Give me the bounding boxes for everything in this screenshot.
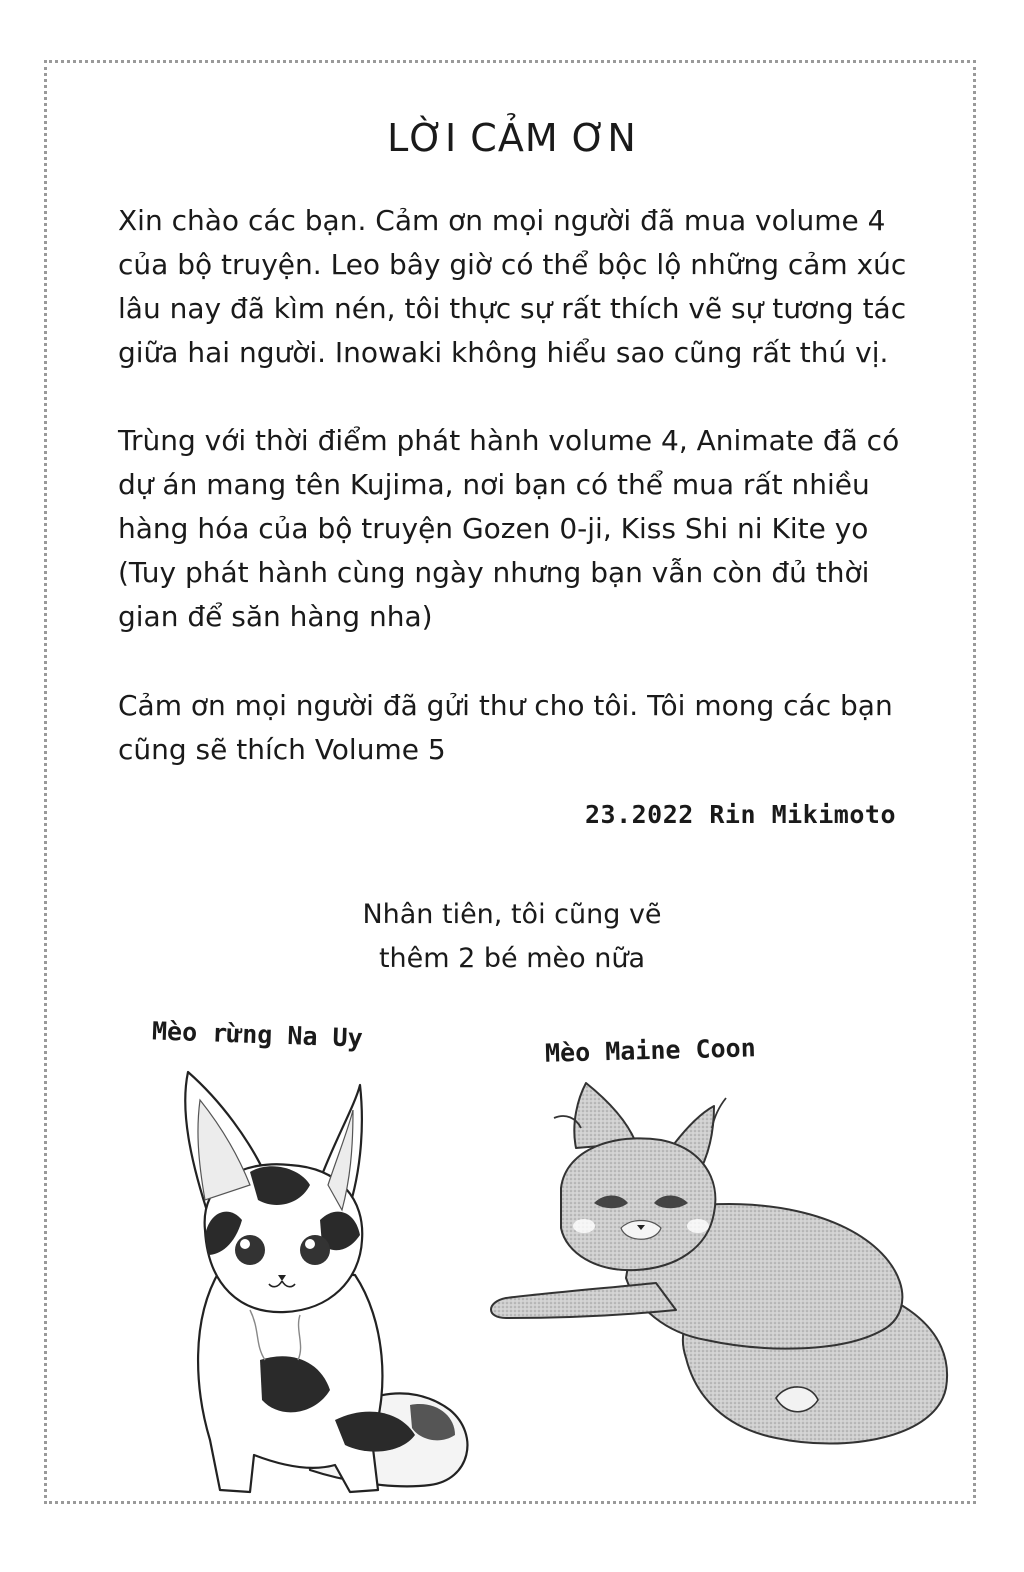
norwegian-forest-cat-label: Mèo rừng Na Uy <box>151 1016 364 1053</box>
paragraph-merchandise: Trùng với thời điểm phát hành volume 4, Animate đã có dự án mang tên Kujima, nơi bạn có thể mua rất nhiều hàng hóa của bộ truyện Gozen 0-ji, Kiss Shi ni Kite yo (Tuy phát hành cùng ngày nhưng bạn vẫn còn đủ thời gian để săn hàng nha) <box>118 424 900 633</box>
maine-coon-cat-label: Mèo Maine Coon <box>544 1033 757 1068</box>
norwegian-forest-cat-illustration <box>150 1060 480 1500</box>
paragraph-greeting: Xin chào các bạn. Cảm ơn mọi người đã mua volume 4 của bộ truyện. Leo bây giờ có thể bộc lộ những cảm xúc lâu nay đã kìm nén, tôi thực sự rất thích vẽ sự tương tác giữa hai người. Inowaki không hiểu sao cũng rất thú vị. <box>118 204 907 369</box>
paragraph-thanks: Cảm ơn mọi người đã gửi thư cho tôi. Tôi mong các bạn cũng sẽ thích Volume 5 <box>118 689 893 766</box>
cat-note-line-1: Nhân tiên, tôi cũng vẽ <box>362 899 662 930</box>
author-signature: 23.2022 Rin Mikimoto <box>584 800 896 829</box>
page-title: LỜI CẢM ƠN <box>387 116 637 160</box>
cat-note <box>0 893 1024 981</box>
maine-coon-cat-illustration <box>486 1078 962 1460</box>
cat-note-line-2: thêm 2 bé mèo nữa <box>378 943 646 974</box>
